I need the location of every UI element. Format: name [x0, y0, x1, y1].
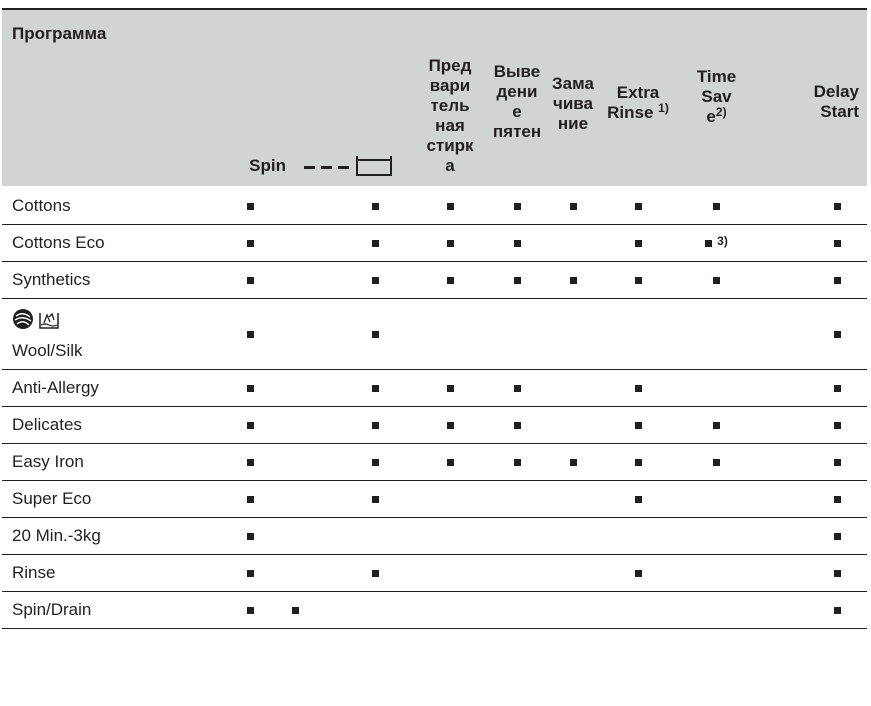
table-row: [2, 481, 867, 518]
option-cell-prewash: [414, 407, 486, 444]
option-cell-stains: [486, 481, 548, 518]
option-cell-stains: [486, 518, 548, 555]
program-name-cell: [2, 299, 215, 370]
available-marker: [447, 385, 454, 392]
program-name: Super Eco: [12, 489, 92, 508]
program-name-cell: [2, 187, 215, 225]
available-marker: [292, 607, 299, 614]
footnote-3: 3): [717, 234, 728, 248]
option-cell-spin: [215, 370, 286, 407]
available-marker: [834, 385, 841, 392]
option-cell-rinse-hold: [346, 370, 414, 407]
option-cell-rinse-hold: [346, 407, 414, 444]
option-cell-spin-drain: [286, 555, 346, 592]
available-marker: [713, 459, 720, 466]
available-marker: [713, 203, 720, 210]
available-marker: [713, 277, 720, 284]
table-row: [2, 187, 867, 225]
available-marker: [447, 203, 454, 210]
option-cell-stains: [486, 444, 548, 481]
option-cell-delay-start: [755, 299, 867, 370]
available-marker: [247, 496, 254, 503]
available-marker: [514, 385, 521, 392]
table-header: [2, 9, 867, 187]
available-marker: [635, 459, 642, 466]
option-cell-delay-start: [755, 225, 867, 262]
option-cell-delay-start: [755, 187, 867, 225]
header-soak-line: Зама: [552, 74, 594, 93]
option-cell-spin: [215, 187, 286, 225]
table-row: [2, 262, 867, 299]
option-cell-extra-rinse: [598, 262, 678, 299]
option-cell-spin-drain: [286, 262, 346, 299]
table-row: [2, 444, 867, 481]
table-row: [2, 518, 867, 555]
option-cell-spin-drain: [286, 370, 346, 407]
option-cell-time-save: [678, 518, 755, 555]
header-soak: [548, 9, 598, 187]
option-cell-time-save: [678, 555, 755, 592]
option-cell-soak: [548, 592, 598, 629]
option-cell-extra-rinse: [598, 407, 678, 444]
program-name: Delicates: [12, 415, 82, 434]
header-time-save-word: e: [706, 107, 716, 126]
option-cell-prewash: [414, 481, 486, 518]
option-cell-time-save: [678, 592, 755, 629]
rinse-hold-drum-icon: [356, 156, 392, 176]
program-name-cell: [2, 444, 215, 481]
option-cell-stains: [486, 555, 548, 592]
header-delay-start-line: Start: [820, 102, 859, 121]
option-cell-delay-start: [755, 370, 867, 407]
option-cell-delay-start: [755, 481, 867, 518]
option-cell-soak: [548, 187, 598, 225]
header-spin-options: [286, 9, 346, 187]
header-prewash-line: Пред: [428, 56, 472, 75]
available-marker: [247, 240, 254, 247]
footnote-1: 1): [658, 101, 669, 115]
option-cell-spin-drain: [286, 299, 346, 370]
program-name-cell: [2, 555, 215, 592]
available-marker: [514, 203, 521, 210]
header-stains: [486, 9, 548, 187]
available-marker: [247, 533, 254, 540]
option-cell-time-save: [678, 262, 755, 299]
program-name: Cottons Eco: [12, 233, 105, 252]
option-cell-stains: [486, 370, 548, 407]
option-cell-time-save: [678, 444, 755, 481]
header-extra-rinse-line: Extra: [616, 83, 660, 102]
option-cell-prewash: [414, 262, 486, 299]
available-marker: [635, 203, 642, 210]
header-spin-label: Spin: [249, 156, 286, 175]
program-name-cell: [2, 370, 215, 407]
header-delay-start-line: Delay: [813, 82, 859, 101]
option-cell-spin: [215, 518, 286, 555]
header-soak-line: чива: [552, 94, 593, 113]
available-marker: [834, 607, 841, 614]
option-cell-delay-start: [755, 518, 867, 555]
option-cell-prewash: [414, 555, 486, 592]
option-cell-stains: [486, 187, 548, 225]
header-prewash-line: ная: [435, 116, 465, 135]
header-soak-line: ние: [557, 114, 589, 133]
option-cell-rinse-hold: [346, 481, 414, 518]
option-cell-time-save: [678, 370, 755, 407]
available-marker: [247, 422, 254, 429]
option-cell-prewash: [414, 370, 486, 407]
option-cell-soak: [548, 481, 598, 518]
available-marker: [713, 422, 720, 429]
available-marker: [834, 570, 841, 577]
available-marker: [834, 422, 841, 429]
available-marker: [247, 607, 254, 614]
header-stains-line: е: [512, 102, 522, 121]
option-cell-spin: [215, 481, 286, 518]
option-cell-spin-drain: [286, 444, 346, 481]
available-marker: [635, 570, 642, 577]
option-cell-spin: [215, 555, 286, 592]
available-marker: [247, 459, 254, 466]
header-stains-line: пятен: [492, 122, 542, 141]
available-marker: [247, 385, 254, 392]
available-marker: [447, 422, 454, 429]
available-marker: [834, 331, 841, 338]
option-cell-prewash: [414, 299, 486, 370]
program-name: Easy Iron: [12, 452, 84, 471]
available-marker: [372, 385, 379, 392]
available-marker: [372, 240, 379, 247]
option-cell-extra-rinse: [598, 225, 678, 262]
available-marker: [447, 240, 454, 247]
option-cell-spin: [215, 407, 286, 444]
option-cell-prewash: [414, 225, 486, 262]
header-time-save-line: [680, 107, 753, 128]
header-extra-rinse-word: Rinse: [607, 103, 654, 122]
program-name: 20 Min.-3kg: [12, 526, 101, 545]
available-marker: [372, 331, 379, 338]
available-marker: [247, 203, 254, 210]
option-cell-soak: [548, 262, 598, 299]
option-cell-spin: [215, 299, 286, 370]
header-time-save-line: Time: [696, 67, 737, 86]
available-marker: [635, 385, 642, 392]
option-cell-stains: [486, 262, 548, 299]
program-name: Spin/Drain: [12, 600, 92, 619]
option-cell-time-save: [678, 187, 755, 225]
option-cell-extra-rinse: [598, 299, 678, 370]
program-name-cell: [2, 407, 215, 444]
program-name-cell: [2, 225, 215, 262]
header-time-save-line: Sav: [701, 87, 732, 106]
available-marker: [834, 203, 841, 210]
header-extra-rinse-line: [600, 103, 676, 124]
available-marker: [247, 570, 254, 577]
program-name: Synthetics: [12, 270, 91, 289]
available-marker: [834, 240, 841, 247]
available-marker: [247, 331, 254, 338]
option-cell-rinse-hold: [346, 444, 414, 481]
option-cell-prewash: [414, 518, 486, 555]
option-cell-delay-start: [755, 592, 867, 629]
available-marker: [570, 203, 577, 210]
available-marker: [447, 277, 454, 284]
available-marker: [834, 533, 841, 540]
available-marker: [247, 277, 254, 284]
table-row: [2, 407, 867, 444]
option-cell-delay-start: [755, 555, 867, 592]
option-cell-spin: [215, 592, 286, 629]
option-cell-soak: [548, 555, 598, 592]
option-cell-rinse-hold: [346, 592, 414, 629]
available-marker: [705, 240, 712, 247]
option-cell-stains: [486, 407, 548, 444]
option-cell-extra-rinse: [598, 370, 678, 407]
program-name-cell: [2, 262, 215, 299]
table-row: [2, 592, 867, 629]
option-cell-spin-drain: [286, 407, 346, 444]
option-cell-soak: [548, 444, 598, 481]
header-prewash: [414, 9, 486, 187]
option-cell-spin-drain: [286, 518, 346, 555]
table-row: [2, 225, 867, 262]
wool-silk-icons: [12, 308, 215, 335]
available-marker: [372, 422, 379, 429]
option-cell-time-save: [678, 225, 755, 262]
table-row: [2, 370, 867, 407]
header-prewash-line: а: [445, 156, 455, 175]
option-cell-extra-rinse: [598, 187, 678, 225]
option-cell-delay-start: [755, 444, 867, 481]
option-cell-spin: [215, 262, 286, 299]
option-cell-spin-drain: [286, 481, 346, 518]
header-prewash-line: тель: [430, 96, 470, 115]
option-cell-extra-rinse: [598, 481, 678, 518]
table-body: [2, 187, 867, 629]
available-marker: [447, 459, 454, 466]
header-spin: [215, 9, 286, 187]
program-name-cell: [2, 592, 215, 629]
header-extra-rinse: [598, 9, 678, 187]
available-marker: [570, 277, 577, 284]
available-marker: [635, 422, 642, 429]
program-name: Rinse: [12, 563, 56, 582]
available-marker: [514, 422, 521, 429]
available-marker: [635, 240, 642, 247]
option-cell-soak: [548, 225, 598, 262]
available-marker: [372, 496, 379, 503]
available-marker: [372, 459, 379, 466]
available-marker: [514, 240, 521, 247]
option-cell-extra-rinse: [598, 592, 678, 629]
option-cell-extra-rinse: [598, 518, 678, 555]
available-marker: [834, 277, 841, 284]
table-row: [2, 555, 867, 592]
header-program: Программа: [12, 24, 107, 43]
header-prewash-line: стирк: [426, 136, 474, 155]
available-marker: [514, 459, 521, 466]
option-cell-soak: [548, 299, 598, 370]
available-marker: [834, 459, 841, 466]
available-marker: [372, 570, 379, 577]
option-cell-prewash: [414, 592, 486, 629]
footnote-2: 2): [715, 105, 727, 119]
header-stains-line: Выве: [493, 62, 541, 81]
header-row: [2, 9, 867, 187]
option-cell-soak: [548, 518, 598, 555]
option-cell-prewash: [414, 444, 486, 481]
available-marker: [834, 496, 841, 503]
header-prewash-line: вари: [429, 76, 471, 95]
option-cell-rinse-hold: [346, 299, 414, 370]
option-cell-soak: [548, 370, 598, 407]
program-name: Wool/Silk: [12, 340, 83, 360]
option-cell-extra-rinse: [598, 555, 678, 592]
program-name: Cottons: [12, 196, 71, 215]
option-cell-time-save: [678, 299, 755, 370]
option-cell-extra-rinse: [598, 444, 678, 481]
header-delay-start: [755, 9, 867, 187]
program-options-table: [2, 8, 867, 629]
header-time-save: [678, 9, 755, 187]
option-cell-rinse-hold: [346, 225, 414, 262]
available-marker: [372, 277, 379, 284]
hand-wash-icon: [38, 308, 60, 335]
option-cell-spin: [215, 444, 286, 481]
option-cell-stains: [486, 299, 548, 370]
option-cell-spin: [215, 225, 286, 262]
wool-ball-icon: [12, 308, 34, 335]
available-marker: [635, 496, 642, 503]
option-cell-rinse-hold: [346, 262, 414, 299]
option-cell-rinse-hold: [346, 518, 414, 555]
available-marker: [514, 277, 521, 284]
option-cell-stains: [486, 225, 548, 262]
available-marker: [372, 203, 379, 210]
option-cell-prewash: [414, 187, 486, 225]
option-cell-spin-drain: [286, 592, 346, 629]
option-cell-stains: [486, 592, 548, 629]
option-cell-rinse-hold: [346, 555, 414, 592]
option-cell-soak: [548, 407, 598, 444]
option-cell-delay-start: [755, 262, 867, 299]
option-cell-rinse-hold: [346, 187, 414, 225]
table-row: [2, 299, 867, 370]
available-marker: [570, 459, 577, 466]
header-stains-line: дени: [496, 82, 538, 101]
program-name-cell: [2, 518, 215, 555]
option-cell-time-save: [678, 407, 755, 444]
option-cell-time-save: [678, 481, 755, 518]
program-name: Anti-Allergy: [12, 378, 99, 397]
program-name-cell: [2, 481, 215, 518]
available-marker: [635, 277, 642, 284]
option-cell-delay-start: [755, 407, 867, 444]
option-cell-spin-drain: [286, 225, 346, 262]
option-cell-spin-drain: [286, 187, 346, 225]
header-rinse-hold: [346, 9, 414, 187]
